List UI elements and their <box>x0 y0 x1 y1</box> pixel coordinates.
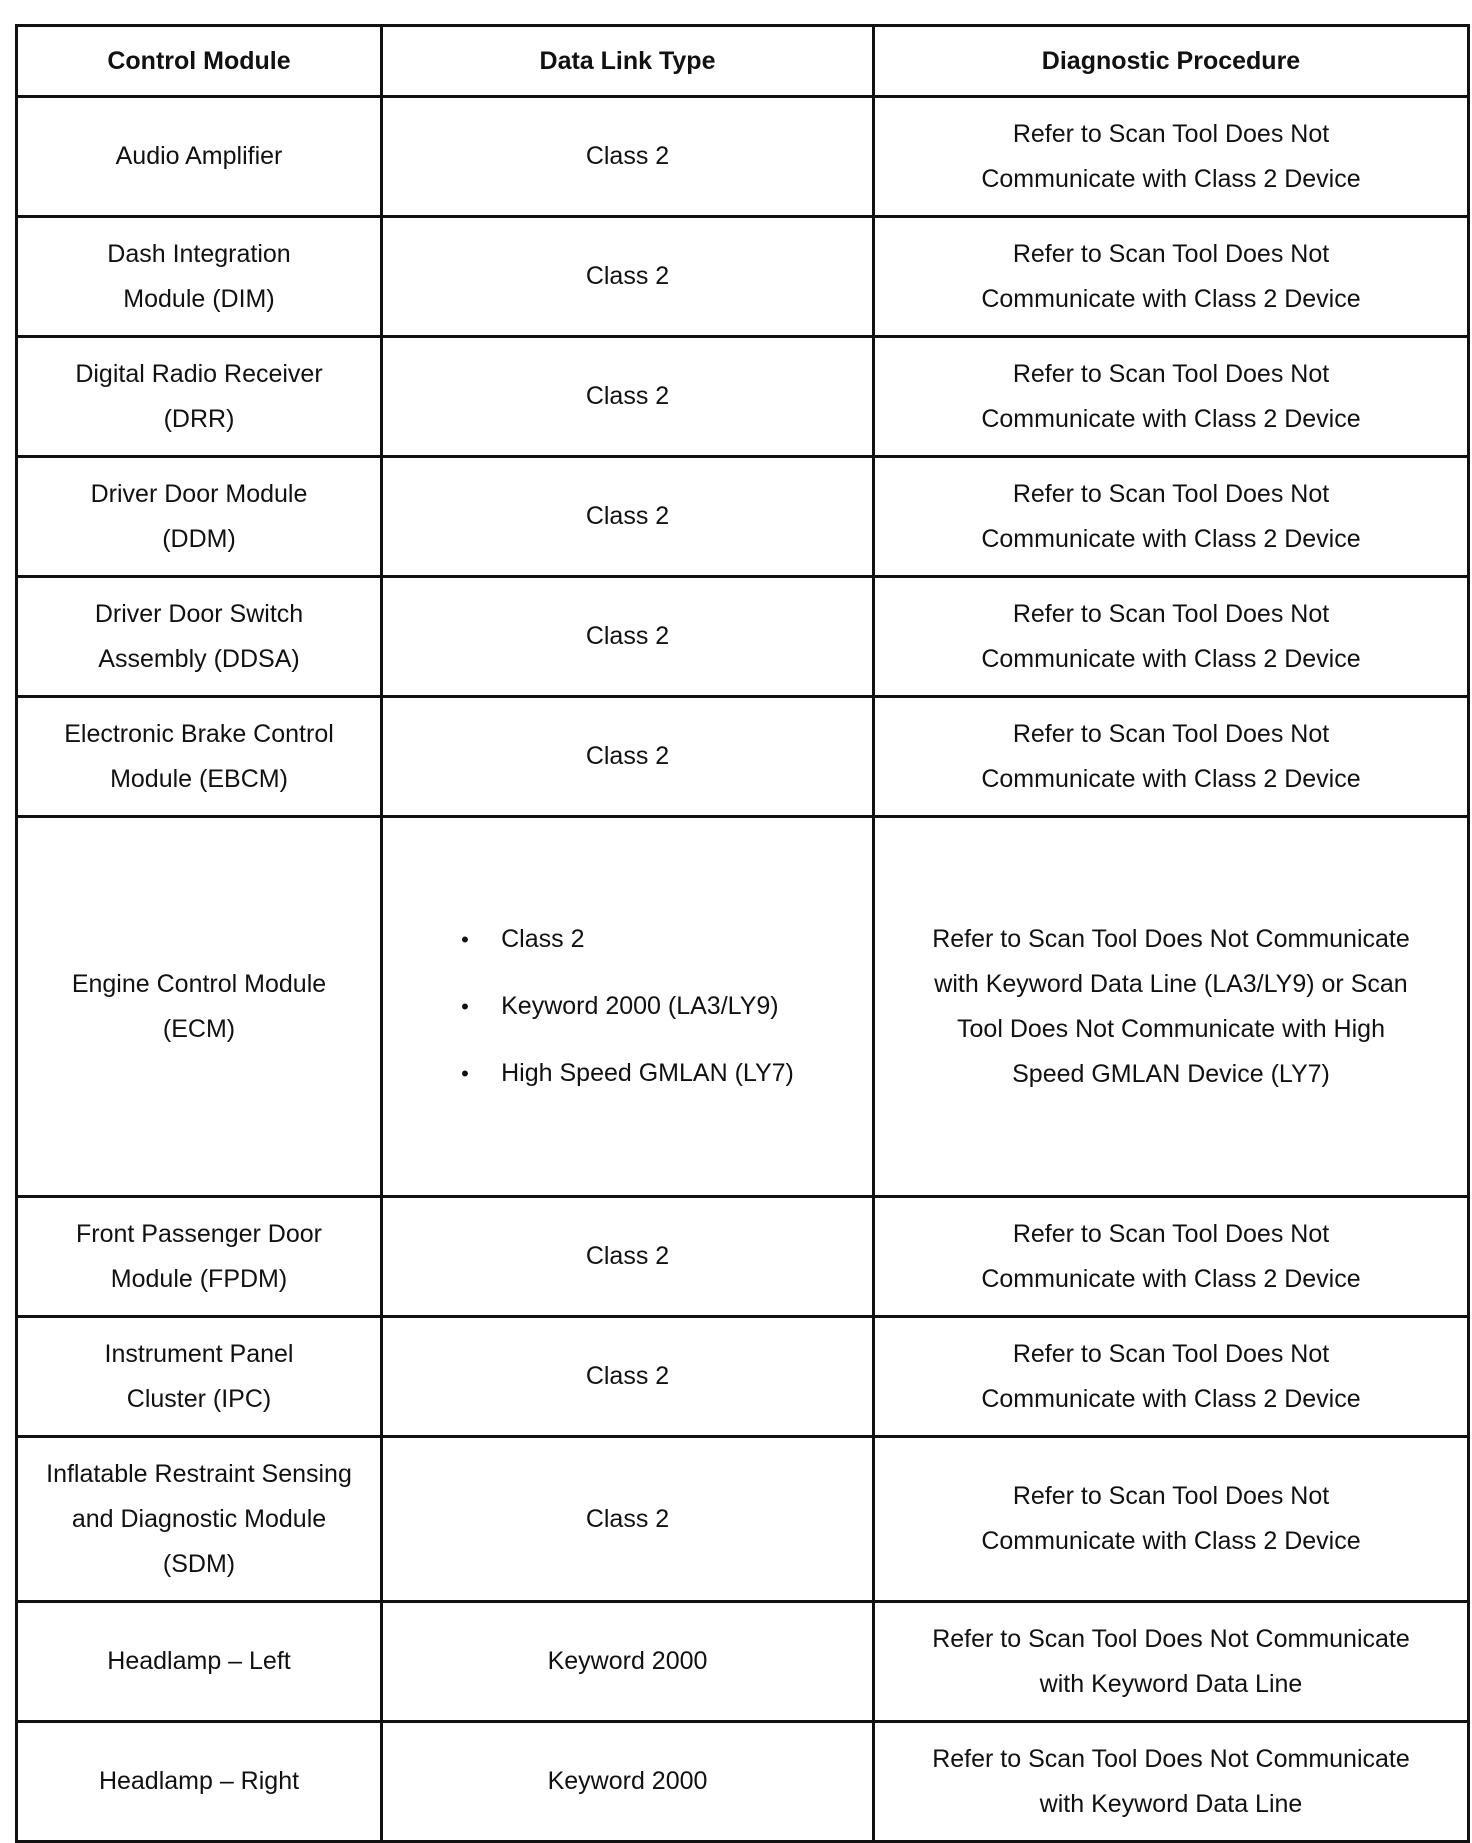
module-name: Headlamp – Right <box>98 1767 300 1795</box>
table-row <box>17 1722 1469 1842</box>
table-row <box>17 337 1469 457</box>
procedure-cell <box>874 1197 1469 1317</box>
procedure-text: Refer to Scan Tool Does Not Communicate with Class 2 Device <box>981 479 1361 553</box>
link-type: Class 2 <box>501 925 585 953</box>
module-name: Front Passenger Door Module (FPDM) <box>76 1219 322 1293</box>
module-name: Digital Radio Receiver (DRR) <box>75 359 323 433</box>
procedure-text: Refer to Scan Tool Does Not Communicate with Keyword Data Line <box>932 1744 1410 1818</box>
module-cell <box>17 97 382 217</box>
link-type: Class 2 <box>585 1362 670 1390</box>
module-name: Inflatable Restraint Sensing and Diagnostic Module (SDM) <box>46 1459 352 1578</box>
link-cell <box>382 1722 874 1842</box>
procedure-text: Refer to Scan Tool Does Not Communicate with Keyword Data Line <box>932 1624 1410 1698</box>
link-type: Class 2 <box>585 382 670 410</box>
procedure-text: Refer to Scan Tool Does Not Communicate with Class 2 Device <box>981 359 1361 433</box>
procedure-cell <box>874 697 1469 817</box>
module-name: Instrument Panel Cluster (IPC) <box>104 1339 294 1413</box>
procedure-text: Refer to Scan Tool Does Not Communicate with Class 2 Device <box>981 1339 1361 1413</box>
module-table <box>15 24 1470 1843</box>
procedure-text: Refer to Scan Tool Does Not Communicate with Class 2 Device <box>981 239 1361 313</box>
link-cell <box>382 1317 874 1437</box>
link-type-list <box>461 895 794 1118</box>
procedure-cell <box>874 1602 1469 1722</box>
link-cell <box>382 217 874 337</box>
module-cell <box>17 1197 382 1317</box>
link-type: Class 2 <box>585 1504 670 1533</box>
link-cell <box>382 97 874 217</box>
module-name: Dash Integration Module (DIM) <box>107 239 291 313</box>
bullet-icon: • <box>461 927 469 952</box>
procedure-text: Refer to Scan Tool Does Not Communicate with Class 2 Device <box>981 599 1361 673</box>
link-cell <box>382 1602 874 1722</box>
link-type: Class 2 <box>585 742 670 770</box>
module-cell <box>17 457 382 577</box>
table-row <box>17 1437 1469 1602</box>
procedure-text: Refer to Scan Tool Does Not Communicate with Keyword Data Line (LA3/LY9) or Scan Tool Does Not Communicate with High Speed GMLAN Device (LY7) <box>932 924 1410 1088</box>
module-name: Headlamp – Left <box>107 1647 291 1675</box>
procedure-text: Refer to Scan Tool Does Not Communicate with Class 2 Device <box>981 119 1361 193</box>
link-type: Class 2 <box>585 142 670 170</box>
link-type: Keyword 2000 (LA3/LY9) <box>501 992 779 1020</box>
table-row <box>17 97 1469 217</box>
table-row <box>17 1602 1469 1722</box>
link-cell <box>382 1437 874 1602</box>
header-control-module: Control Module <box>17 26 382 97</box>
table-row <box>17 217 1469 337</box>
module-cell <box>17 1317 382 1437</box>
module-cell <box>17 1437 382 1602</box>
module-name: Electronic Brake Control Module (EBCM) <box>64 719 334 793</box>
link-type-item <box>461 984 794 1029</box>
link-type: Keyword 2000 <box>547 1647 708 1675</box>
module-name: Driver Door Module (DDM) <box>90 479 308 553</box>
module-cell <box>17 697 382 817</box>
procedure-cell <box>874 817 1469 1197</box>
table-header-row <box>17 26 1469 97</box>
module-cell <box>17 817 382 1197</box>
procedure-cell <box>874 337 1469 457</box>
bullet-icon: • <box>461 1061 469 1086</box>
module-cell <box>17 1722 382 1842</box>
procedure-cell <box>874 97 1469 217</box>
module-name: Driver Door Switch Assembly (DDSA) <box>94 599 304 673</box>
module-cell <box>17 337 382 457</box>
module-name: Engine Control Module (ECM) <box>71 969 327 1043</box>
procedure-text: Refer to Scan Tool Does Not Communicate with Class 2 Device <box>981 1219 1361 1293</box>
table-row <box>17 1197 1469 1317</box>
link-cell <box>382 337 874 457</box>
link-type: Class 2 <box>585 262 670 290</box>
table-row <box>17 1317 1469 1437</box>
link-type: Keyword 2000 <box>547 1767 708 1795</box>
table-row <box>17 817 1469 1197</box>
link-cell <box>382 457 874 577</box>
link-type: Class 2 <box>585 1242 670 1270</box>
link-type-item <box>461 917 794 962</box>
link-cell <box>382 1197 874 1317</box>
link-type: High Speed GMLAN (LY7) <box>501 1059 794 1087</box>
module-cell <box>17 217 382 337</box>
header-diagnostic-procedure: Diagnostic Procedure <box>874 26 1469 97</box>
link-cell <box>382 577 874 697</box>
bullet-icon: • <box>461 994 469 1019</box>
link-cell <box>382 817 874 1197</box>
module-cell <box>17 577 382 697</box>
module-cell <box>17 1602 382 1722</box>
procedure-cell <box>874 457 1469 577</box>
header-data-link-type: Data Link Type <box>382 26 874 97</box>
link-cell <box>382 697 874 817</box>
table-row <box>17 697 1469 817</box>
table-row <box>17 577 1469 697</box>
table-row <box>17 457 1469 577</box>
link-type: Class 2 <box>585 502 670 530</box>
procedure-text: Refer to Scan Tool Does Not Communicate with Class 2 Device <box>981 1482 1361 1555</box>
procedure-cell <box>874 577 1469 697</box>
procedure-cell <box>874 1722 1469 1842</box>
procedure-cell <box>874 217 1469 337</box>
procedure-cell <box>874 1317 1469 1437</box>
procedure-text: Refer to Scan Tool Does Not Communicate with Class 2 Device <box>981 719 1361 793</box>
procedure-cell <box>874 1437 1469 1602</box>
module-name: Audio Amplifier <box>115 142 283 170</box>
link-type: Class 2 <box>585 622 670 650</box>
link-type-item <box>461 1051 794 1096</box>
